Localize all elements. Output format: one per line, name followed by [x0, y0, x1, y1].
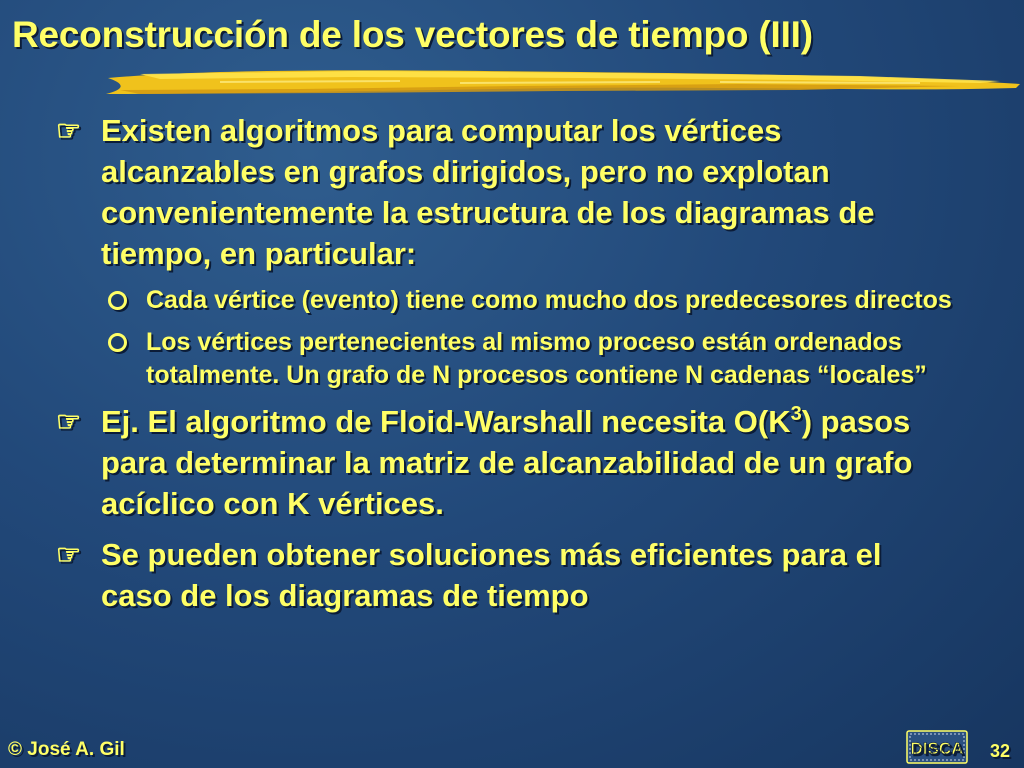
bullet-list — [56, 110, 956, 626]
pointing-hand-icon: ☞ — [56, 406, 82, 437]
bullet-text — [101, 404, 912, 521]
circle-bullet-icon — [108, 291, 126, 309]
bullet-item — [56, 401, 956, 524]
slide-number: 32 — [990, 741, 1011, 761]
slide-title: Reconstrucción de los vectores de tiempo (III) — [12, 14, 813, 55]
bullet-text: Existen algoritmos para computar los vértices alcanzables en grafos dirigidos, pero no explotan convenientemente la estructura de los diagramas de tiempo, en particular: — [101, 113, 875, 271]
superscript: 3 — [790, 403, 802, 425]
footer-copyright: © José A. Gil — [8, 739, 125, 760]
sub-bullet-text: Los vértices pertenecientes al mismo proceso están ordenados totalmente. Un grafo de N procesos contiene N cadenas “locales” — [146, 328, 927, 389]
sub-bullet-text: Cada vértice (evento) tiene como mucho dos predecesores directos — [146, 286, 952, 314]
bullet-item — [56, 534, 956, 616]
sub-bullet-item — [108, 284, 956, 317]
title-underline-brush — [100, 64, 1024, 100]
sub-bullet-item — [108, 326, 956, 392]
svg-text:DISCA: DISCA — [910, 739, 964, 758]
pointing-hand-icon: ☞ — [56, 115, 82, 146]
bullet-item — [56, 110, 956, 274]
bullet-text-part: Ej. El algoritmo de Floid-Warshall necesita O(K — [101, 404, 791, 439]
bullet-text-part: ) pasos para determinar la matriz de alcanzabilidad de un grafo acíclico con K vértices. — [101, 404, 913, 521]
disca-logo — [906, 730, 968, 764]
circle-bullet-icon — [108, 333, 126, 351]
bullet-text: Se pueden obtener soluciones más eficientes para el caso de los diagramas de tiempo — [101, 537, 882, 613]
pointing-hand-icon: ☞ — [56, 539, 82, 570]
